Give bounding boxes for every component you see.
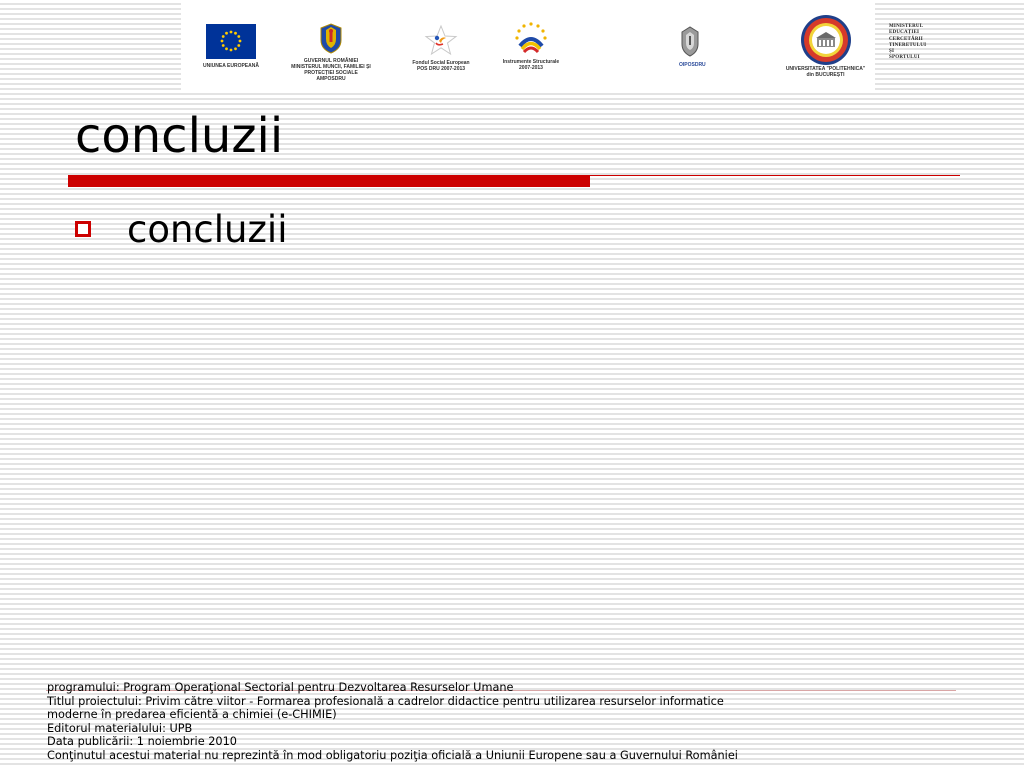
ministry-text-5: ȘI SPORTULUI <box>889 49 920 61</box>
footer-line-1: programului: Program Operaţional Sectorial pentru Dezvoltarea Resurselor Umane <box>47 681 514 694</box>
ministry-text-1: MINISTERUL <box>889 24 924 29</box>
ministry-text-4: TINERETULUI <box>889 42 927 48</box>
footer-line-5: Data publicării: 1 noiembrie 2010 <box>47 735 237 749</box>
structural-instruments-caption-1: Instrumente Structurale <box>502 59 560 65</box>
fse-star-icon <box>424 24 458 56</box>
government-caption-3: PROTECȚIEI SOCIALE <box>304 70 358 76</box>
slide-title: concluzii <box>75 108 284 164</box>
upb-seal-icon <box>800 14 852 66</box>
fse-caption-2: POS DRU 2007-2013 <box>416 66 466 72</box>
oiposdru-caption: OIPOSDRU <box>679 62 706 68</box>
government-caption-4: AMPOSDRU <box>316 76 346 82</box>
upb-logo <box>778 14 873 78</box>
ministry-text-3: CERCETĂRII <box>889 36 923 42</box>
ministry-crest-icon <box>679 24 701 58</box>
government-logo <box>286 22 376 82</box>
government-caption-1: GUVERNUL ROMÂNIEI <box>303 58 359 64</box>
footer-line-6: Conţinutul acestui material nu reprezintă în mod obligatoriu poziţia oficială a Uniunii Europene sau a Guvernului României <box>47 748 738 762</box>
eu-logo <box>201 24 261 69</box>
logo-header <box>181 0 927 92</box>
footer-text <box>47 681 1007 763</box>
upb-caption-1: UNIVERSITATEA "POLITEHNICA" <box>785 66 866 72</box>
structural-instruments-logo <box>496 20 566 71</box>
fse-logo <box>406 24 476 72</box>
bullet-text: concluzii <box>127 208 288 251</box>
title-underline-bar <box>68 175 590 187</box>
eu-flag-icon <box>206 24 256 59</box>
upb-caption-2: din BUCUREȘTI <box>806 72 845 78</box>
government-caption-2: MINISTERUL MUNCII, FAMILIEI ȘI <box>291 64 371 70</box>
coat-of-arms-icon <box>317 22 345 54</box>
structural-instruments-icon <box>511 20 551 58</box>
footer-line-4: Editorul materialului: UPB <box>47 721 193 735</box>
fse-caption-1: Fondul Social European <box>412 60 470 66</box>
ministry-education-text <box>889 24 926 62</box>
title-underline-thin <box>590 175 960 176</box>
ministry-education-logo <box>679 22 759 72</box>
footer-line-2: Titlul proiectului: Privim către viitor - Formarea profesională a cadrelor didactice pentru utilizarea resurselor informatice <box>47 694 724 708</box>
ministry-text-2: EDUCAȚIEI <box>889 30 920 36</box>
footer-line-3: moderne în predarea eficientă a chimiei (e-CHIMIE) <box>47 708 337 722</box>
structural-instruments-caption-2: 2007-2013 <box>519 65 543 71</box>
square-bullet-icon <box>75 221 91 237</box>
eu-caption: UNIUNEA EUROPEANĂ <box>203 63 259 69</box>
